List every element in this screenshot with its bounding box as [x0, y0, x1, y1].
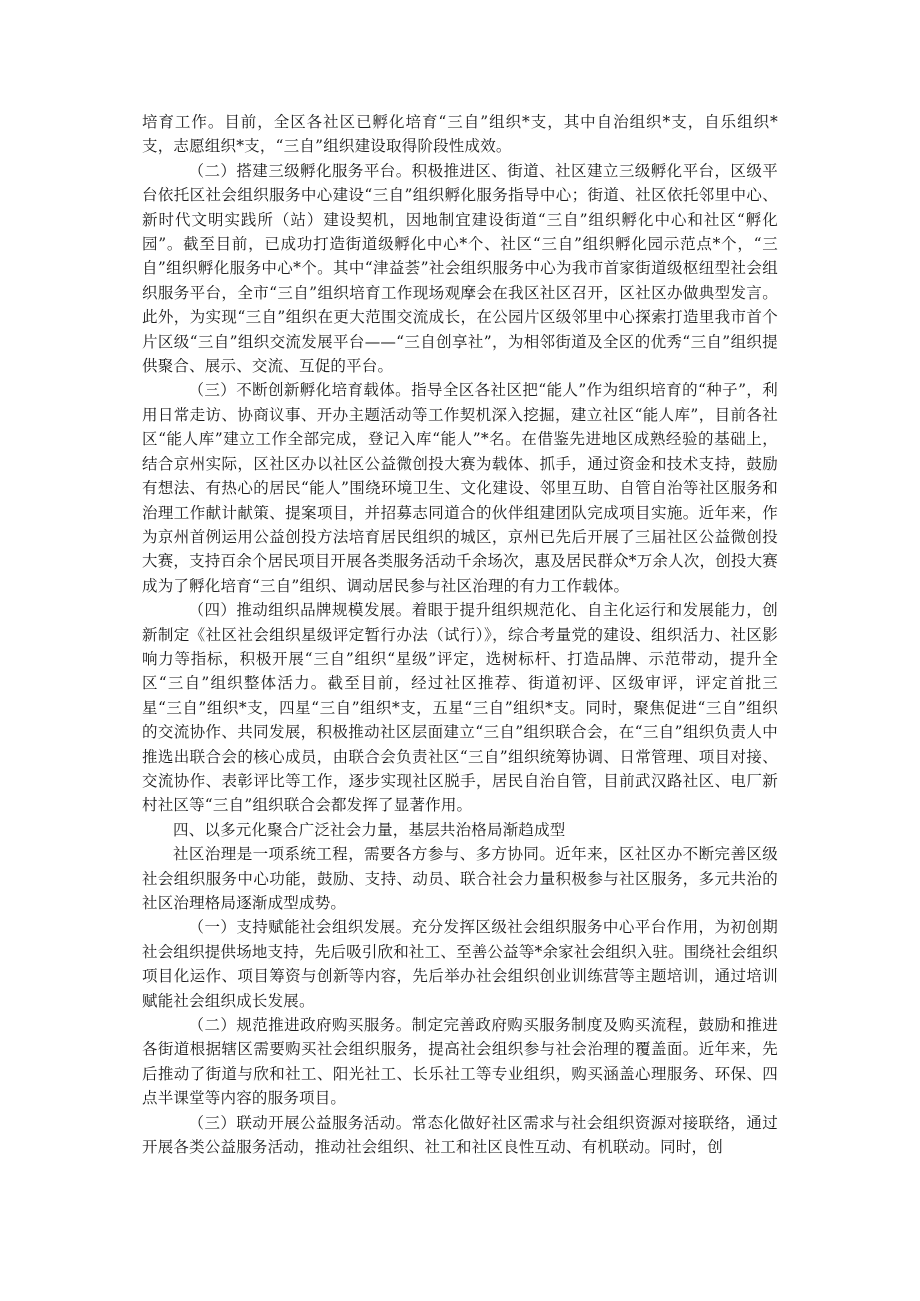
paragraph-support-social-orgs: （一）支持赋能社会组织发展。充分发挥区级社会组织服务中心平台作用，为初创期社会组织提供场地支持，先后吸引欣和社工、至善公益等*余家社会组织入驻。围绕社会组织项目化运作、项目筹资与创新等内容，先后举办社会组织创业训练营等主题培训，通过培训赋能社会组织成长发展。 [142, 918, 778, 1010]
paragraph-government-purchase: （二）规范推进政府购买服务。制定完善政府购买服务制度及购买流程，鼓励和推进各街道根据辖区需要购买社会组织服务，提高社会组织参与社会治理的覆盖面。近年来，先后推动了街道与欣和社工、阳光社工、长乐社工等专业组织，购买涵盖心理服务、环保、四点半课堂等内容的服务项目。 [142, 1016, 778, 1108]
paragraph-section-intro: 社区治理是一项系统工程，需要各方参与、多方协同。近年来，区社区办不断完善区级社会组织服务中心功能，鼓励、支持、动员、联合社会力量积极参与社区服务，多元共治的社区治理格局逐渐成型成势。 [142, 845, 778, 912]
paragraph-continuation: 培育工作。目前，全区各社区已孵化培育“三自”组织*支，其中自治组织*支，自乐组织*支，志愿组织*支，“三自”组织建设取得阶段性成效。 [142, 113, 778, 156]
paragraph-incubation-carrier: （三）不断创新孵化培育载体。指导全区各社区把“能人”作为组织培育的“种子”，利用日常走访、协商议事、开办主题活动等工作契机深入挖掘，建立社区“能人库”，目前各社区“能人库”建立工作全部完成，登记入库“能人”*名。在借鉴先进地区成熟经验的基础上，结合京州实际，区社区办以社区公益微创投大赛为载体、抓手，通过资金和技术支持，鼓励有想法、有热心的居民“能人”围绕环境卫生、文化建设、邻里互助、自管自治等社区服务和治理工作献计献策、提案项目，并招募志同道合的伙伴组建团队完成项目实施。近年来，作为京州首例运用公益创投方法培育居民组织的城区，京州已先后开展了三届社区公益微创投大赛，支持百余个居民项目开展各类服务活动千余场次，惠及居民群众*万余人次，创投大赛成为了孵化培育“三自”组织、调动居民参与社区治理的有力工作载体。 [142, 381, 778, 595]
paragraph-public-service: （三）联动开展公益服务活动。常态化做好社区需求与社会组织资源对接联络，通过开展各类公益服务活动，推动社会组织、社工和社区良性互动、有机联动。同时，创 [142, 1113, 778, 1157]
document-body [142, 110, 778, 1159]
paragraph-incubation-platform: （二）搭建三级孵化服务平台。积极推进区、街道、社区建立三级孵化平台，区级平台依托区社会组织服务中心建设“三自”组织孵化服务指导中心；街道、社区依托邻里中心、新时代文明实践所（站）建设契机，因地制宜建设街道“三自”组织孵化中心和社区“孵化园”。截至目前，已成功打造街道级孵化中心*个、社区“三自”组织孵化园示范点*个，“三自”组织孵化服务中心*个。其中“津益荟”社会组织服务中心为我市首家街道级枢纽型社会组织服务平台，全市“三自”组织培育工作现场观摩会在我区社区召开，区社区办做典型发言。此外，为实现“三自”组织在更大范围交流成长，在公园片区级邻里中心探索打造里我市首个片区级“三自”组织交流发展平台——“三自创享社”，为相邻街道及全区的优秀“三自”组织提供聚合、展示、交流、互促的平台。 [142, 161, 778, 376]
paragraph-brand-development: （四）推动组织品牌规模发展。着眼于提升组织规范化、自主化运行和发展能力，创新制定《社区社会组织星级评定暂行办法（试行）》，综合考量党的建设、组织活力、社区影响力等指标，积极开展“三自”组织“星级”评定，选树标杆、打造品牌、示范带动，提升全区“三自”组织整体活力。截至目前，经过社区推荐、街道初评、区级审评，评定首批三星“三自”组织*支，四星“三自”组织*支，五星“三自”组织*支。同时，聚焦促进“三自”组织的交流协作、共同发展，积极推动社区层面建立“三自”组织联合会，在“三自”组织负责人中推选出联合会的核心成员，由联合会负责社区“三自”组织统筹协调、日常管理、项目对接、交流协作、表彰评比等工作，逐步实现社区脱手，居民自治自管，目前武汉路社区、电厂新村社区等“三自”组织联合会都发挥了显著作用。 [142, 601, 778, 815]
section-heading-four: 四、以多元化聚合广泛社会力量，基层共治格局渐趋成型 [173, 820, 566, 839]
